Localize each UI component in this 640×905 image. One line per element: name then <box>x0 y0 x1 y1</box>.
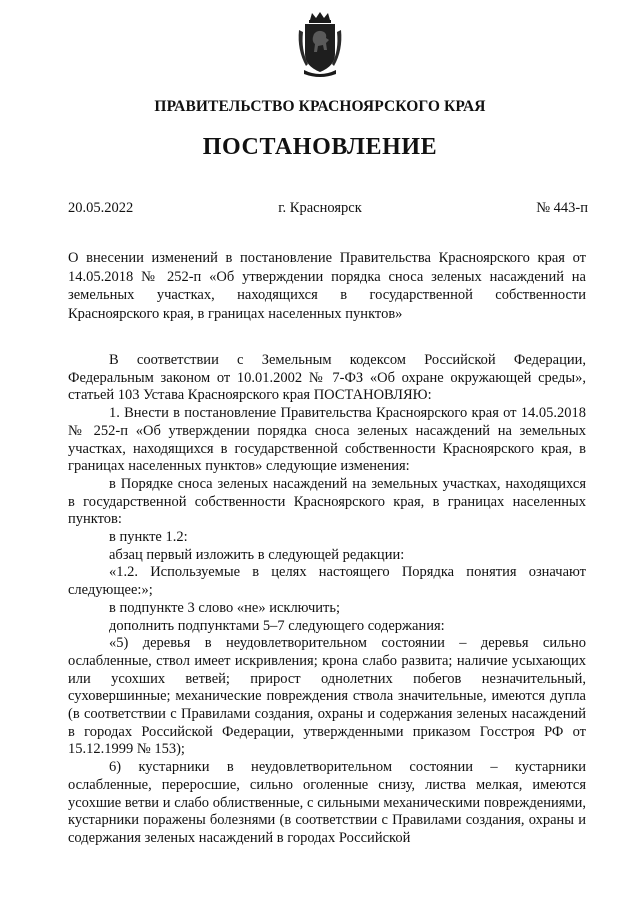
document-number: № 443-п <box>536 200 588 216</box>
government-title: ПРАВИТЕЛЬСТВО КРАСНОЯРСКОГО КРАЯ <box>154 98 486 115</box>
document-city: г. Красноярск <box>278 200 362 216</box>
body-paragraph: 1. Внести в постановление Правительства Красноярского края от 14.05.2018 № 252-п «Об утверждении порядка сноса зеленых насаждений на земельных участках, находящихся в государственной собственности Красноярского края, в границах населенных пунктов» следующие изменения: <box>68 405 586 475</box>
coat-of-arms-emblem <box>296 10 344 80</box>
document-subject: О внесении изменений в постановление Правительства Красноярского края от 14.05.2018 № 252-п «Об утверждении порядка сноса зеленых насаждений на земельных участках, находящихся в государственной собственности Красноярского края, в границах населенных пунктов» <box>68 250 586 322</box>
body-paragraph: абзац первый изложить в следующей редакции: <box>109 546 405 563</box>
document-type-heading: ПОСТАНОВЛЕНИЕ <box>202 134 438 160</box>
body-paragraph: «5) деревья в неудовлетворительном состоянии – деревья сильно ослабленные, ствол имеет искривления; крона слабо развита; наличие усыхающих или усохших ветвей; прирост однолетних побегов незначительный, суховершинные; механические повреждения ствола значительные, имеются дупла (в соответствии с Правилами создания, охраны и содержания зеленых насаждений в городах Российской Федерации, утвержденными приказом Госстроя РФ от 15.12.1999 № 153); <box>68 635 586 758</box>
body-paragraph: дополнить подпунктами 5–7 следующего содержания: <box>109 617 445 634</box>
body-paragraph: в пункте 1.2: <box>109 529 188 546</box>
body-paragraph: В соответствии с Земельным кодексом Российской Федерации, Федеральным законом от 10.01.2002 № 7-ФЗ «Об охране окружающей среды», статьей 103 Устава Красноярского края ПОСТАНОВЛЯЮ: <box>68 352 586 404</box>
coat-of-arms-icon <box>296 10 344 80</box>
document-body <box>68 352 586 848</box>
body-paragraph: 6) кустарники в неудовлетворительном состоянии – кустарники ослабленные, переросшие, сильно оголенные снизу, листва мелкая, имеются усохшие ветви и слабо облиственные, с сильными механическими повреждениями, кустарники поражены болезнями (в соответствии с Правилами создания, охраны и содержания зеленых насаждений в городах Российской <box>68 759 586 846</box>
document-date: 20.05.2022 <box>68 200 134 216</box>
body-paragraph: в Порядке сноса зеленых насаждений на земельных участках, находящихся в государственной собственности Красноярского края, в границах населенных пунктов: <box>68 475 586 528</box>
body-paragraph: «1.2. Используемые в целях настоящего Порядка понятия означают следующее:»; <box>68 564 586 599</box>
body-paragraph: в подпункте 3 слово «не» исключить; <box>109 599 340 616</box>
